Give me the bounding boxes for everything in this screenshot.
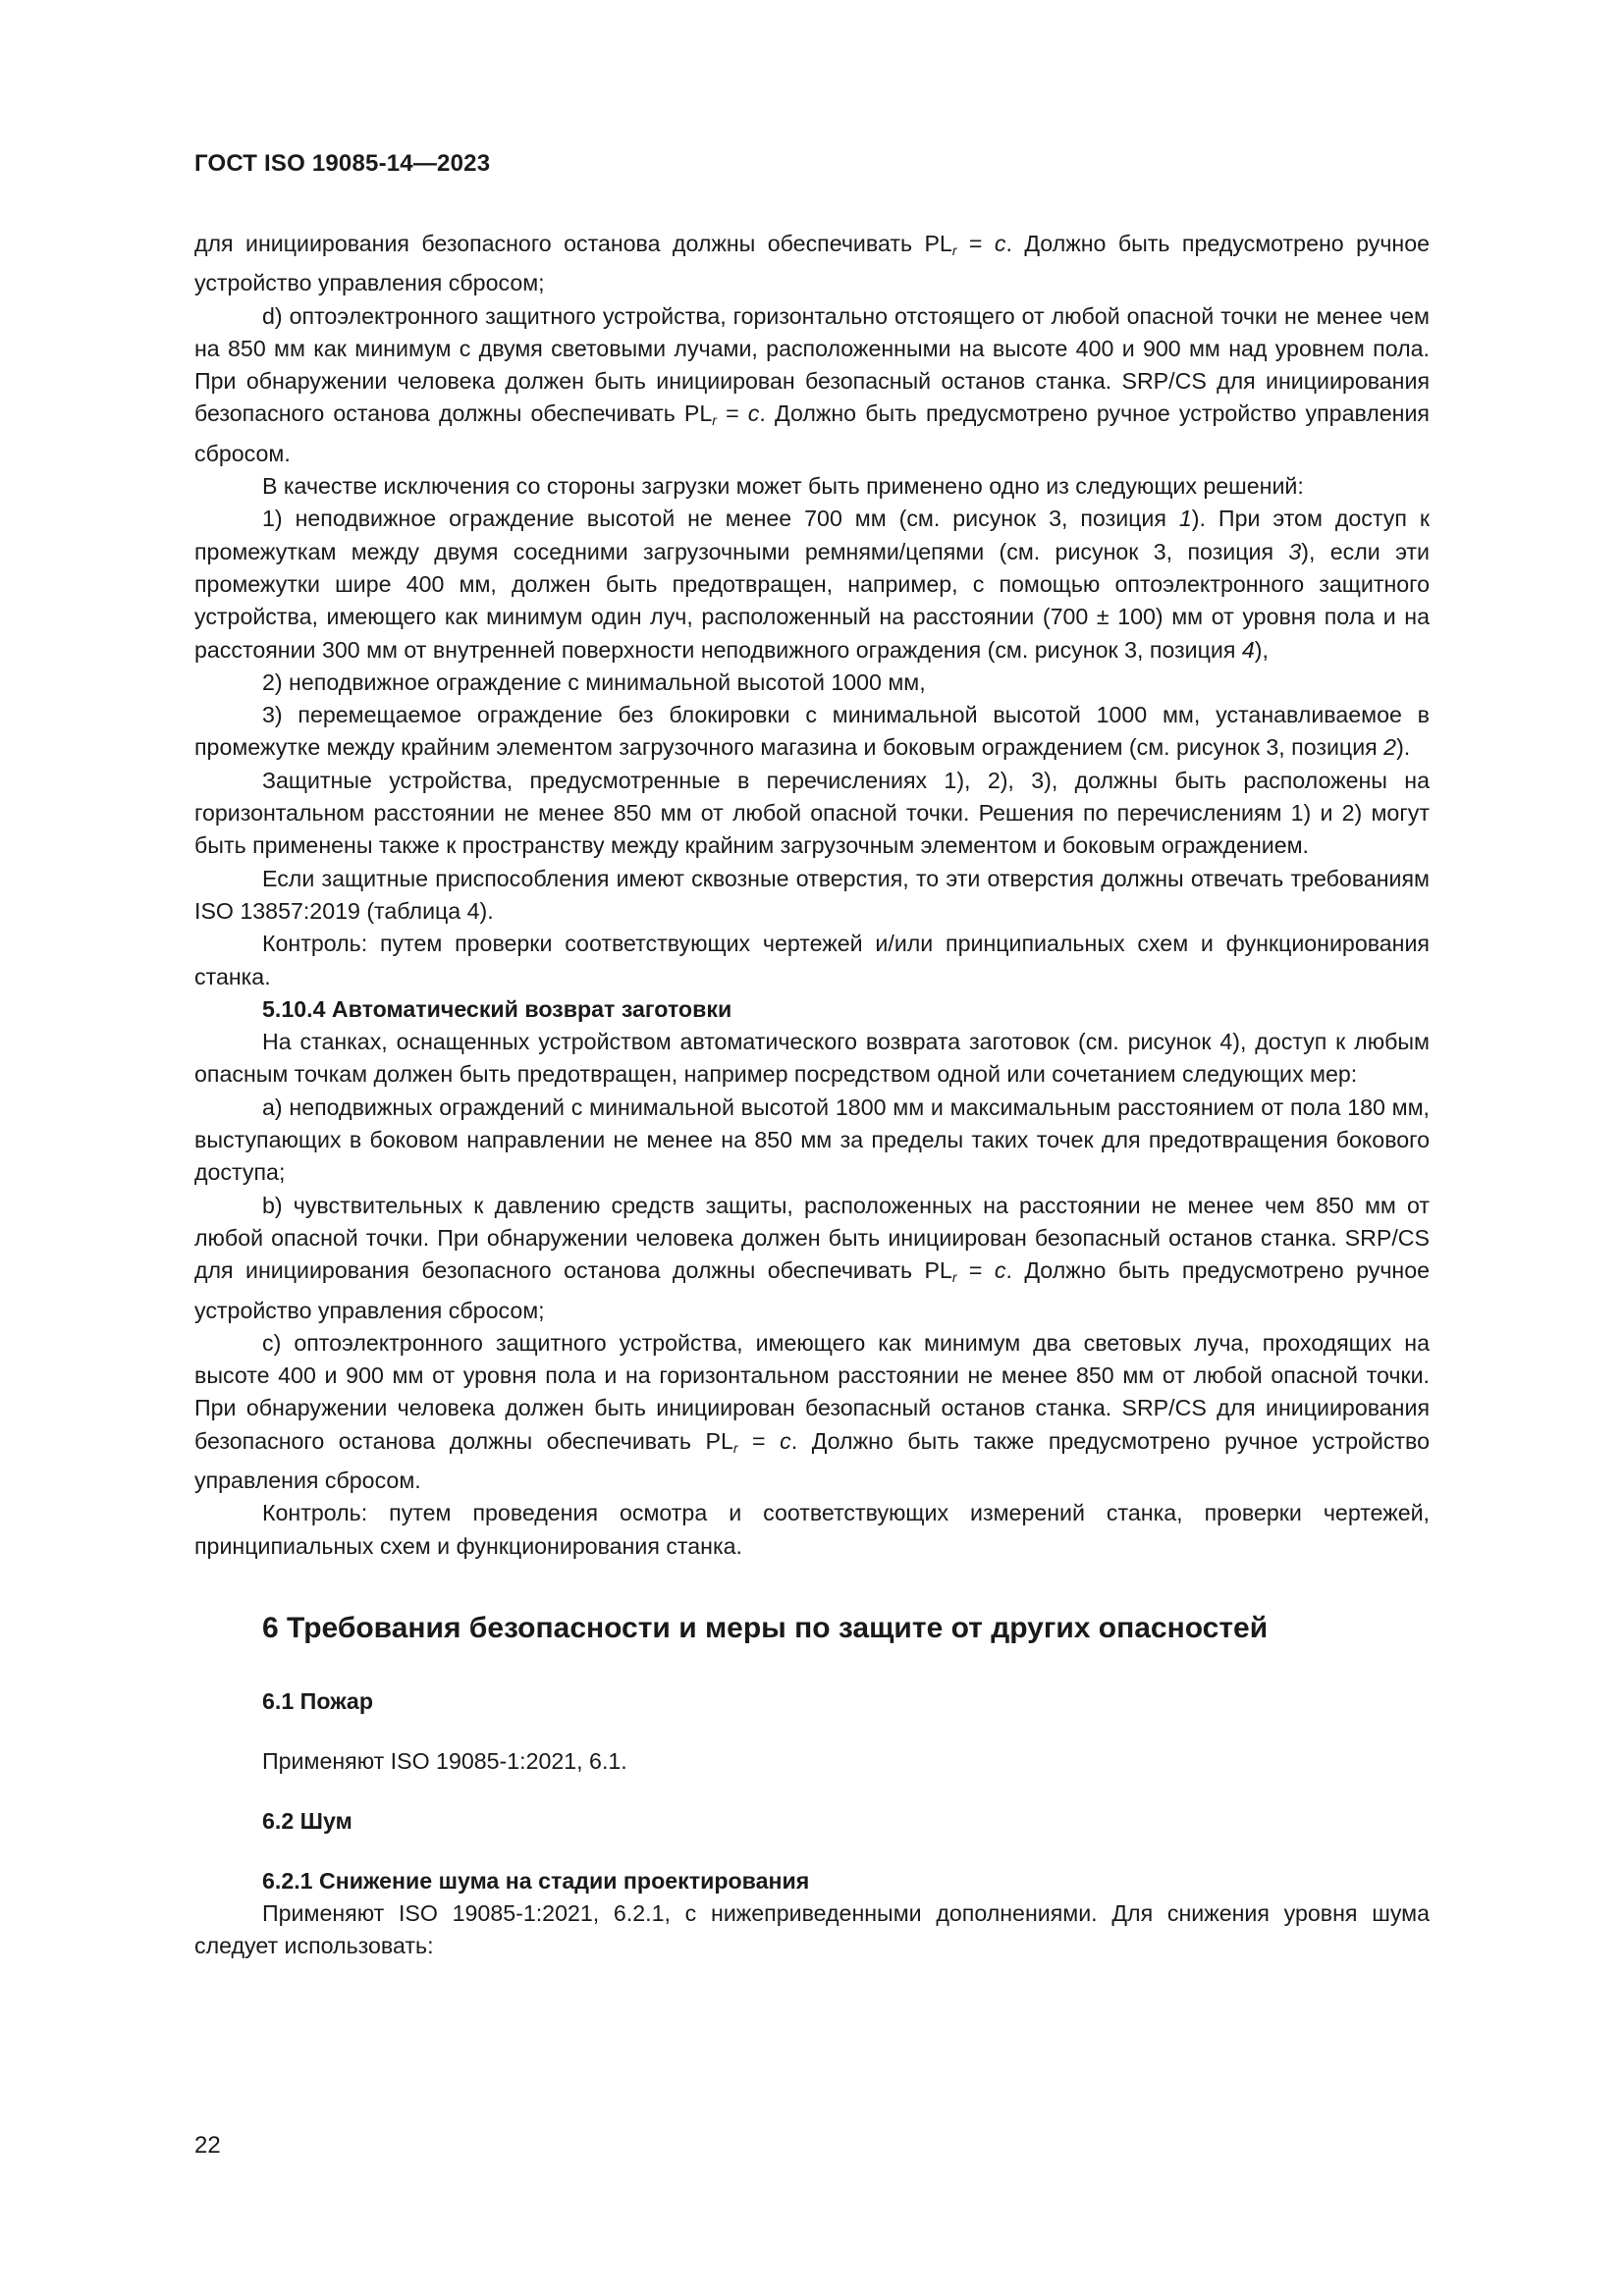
document-header: ГОСТ ISO 19085-14—2023 (194, 150, 491, 177)
list-item-3: 3) перемещаемое ограждение без блокировки с минимальной высотой 1000 мм, устанавливаемое в промежутке между крайним элементом загрузочного магазина и боковым ограждением (см. рисунок 3, позиция 2). (194, 702, 1430, 761)
paragraph: Контроль: путем проведения осмотра и соответствующих измерений станка, проверки чертежей, принципиальных схем и функционирования станка. (194, 1500, 1430, 1559)
paragraph: Защитные устройства, предусмотренные в перечислениях 1), 2), 3), должны быть расположены на горизонтальном расстоянии не менее 850 мм от любой опасной точки. Решения по перечислениям 1) и 2) могут быть применены также к пространству между крайним загрузочным элементом и боковым ограждением. (194, 767, 1430, 859)
subsection-heading-6-2-1: 6.2.1 Снижение шума на стадии проектирования (262, 1868, 810, 1895)
list-item-a: а) неподвижных ограждений с минимальной высотой 1800 мм и максимальным расстоянием от пола 180 мм, выступающих в боковом направлении не менее на 850 мм за пределы таких точек для предотвращения бокового доступа; (194, 1094, 1430, 1186)
list-item-c: c) оптоэлектронного защитного устройства, имеющего как минимум два световых луча, проходящих на высоте 400 и 900 мм от уровня пола и на горизонтальном расстоянии не менее 850 мм от любой опасной точки. При обнаружении человека должен быть инициирован безопасный останов станка. SRP/CS для инициирования безопасного останова должны обеспечивать $PL_r = c$. Должно быть также предусмотрено ручное устройство управления сбросом. (194, 1329, 1430, 1493)
paragraph: В качестве исключения со стороны загрузки может быть применено одно из следующих решений: (262, 473, 1304, 500)
section-heading-6: 6 Требования безопасности и меры по защите от других опасностей (262, 1611, 1269, 1644)
paragraph: для инициирования безопасного останова должны обеспечивать $PL_r = c$. Должно быть предусмотрено ручное устройство управления сбросом; (194, 231, 1430, 296)
subsection-heading-5-10-4: 5.10.4 Автоматический возврат заготовки (262, 995, 732, 1022)
subsection-heading-6-1: 6.1 Пожар (262, 1687, 373, 1714)
document-body (194, 228, 1430, 1963)
list-item-b: b) чувствительных к давлению средств защиты, расположенных на расстоянии не менее чем 850 мм от любой опасной точки. При обнаружении человека должен быть инициирован безопасный останов станка. SRP/CS для инициирования безопасного останова должны обеспечивать $PL_r = c$. Должно быть предусмотрено ручное устройство управления сбросом; (194, 1192, 1430, 1323)
list-item-2: 2) неподвижное ограждение с минимальной высотой 1000 мм, (262, 668, 926, 695)
paragraph: Если защитные приспособления имеют сквозные отверстия, то эти отверстия должны отвечать требованиям ISO 13857:2019 (таблица 4). (194, 865, 1430, 924)
paragraph: Применяют ISO 19085-1:2021, 6.2.1, с нижеприведенными дополнениями. Для снижения уровня шума следует использовать: (194, 1900, 1430, 1959)
paragraph: Применяют ISO 19085-1:2021, 6.1. (262, 1747, 627, 1774)
page-number: 22 (194, 2132, 221, 2159)
list-item-1: 1) неподвижное ограждение высотой не менее 700 мм (см. рисунок 3, позиция 1). При этом доступ к промежуткам между двумя соседними загрузочными ремнями/цепями (см. рисунок 3, позиция 3), если эти промежутки шире 400 мм, должен быть предотвращен, например, с помощью оптоэлектронного защитного устройства, имеющего как минимум один луч, расположенный на расстоянии (700 ± 100) мм от уровня пола и на расстоянии 300 мм от внутренней поверхности неподвижного ограждения (см. рисунок 3, позиция 4), (194, 506, 1430, 663)
subsection-heading-6-2: 6.2 Шум (262, 1808, 352, 1835)
list-item-d: d) оптоэлектронного защитного устройства, горизонтально отстоящего от любой опасной точки не менее чем на 850 мм как минимум с двумя световыми лучами, расположенными на высоте 400 и 900 мм над уровнем пола. При обнаружении человека должен быть инициирован безопасный останов станка. SRP/CS для инициирования безопасного останова должны обеспечивать $PL_r = c$. Должно быть предусмотрено ручное устройство управления сбросом. (194, 302, 1430, 466)
paragraph: На станках, оснащенных устройством автоматического возврата заготовок (см. рисунок 4), доступ к любым опасным точкам должен быть предотвращен, например посредством одной или сочетанием следующих мер: (194, 1029, 1430, 1088)
paragraph: Контроль: путем проверки соответствующих чертежей и/или принципиальных схем и функционирования станка. (194, 931, 1430, 989)
